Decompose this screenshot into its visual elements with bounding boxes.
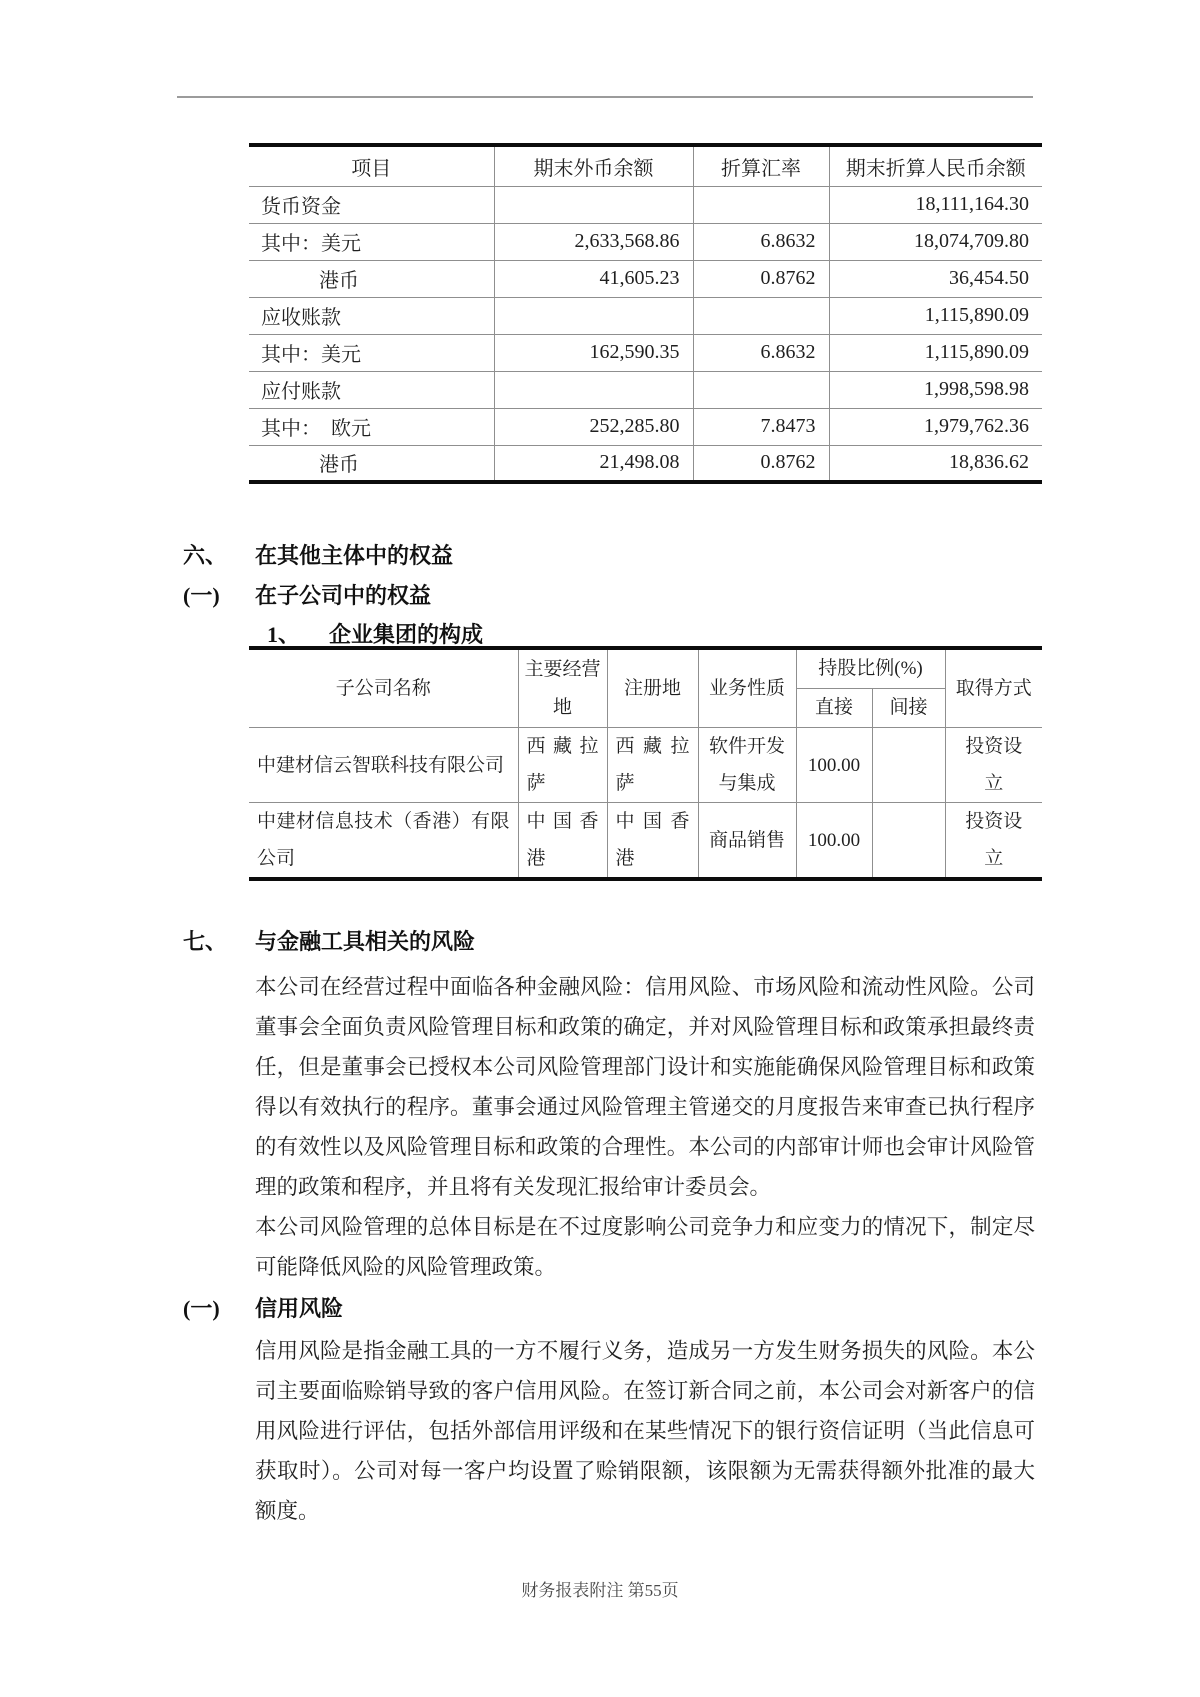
fx-table-row [249, 408, 1042, 445]
fx-cell-rmb-balance: 18,836.62 [829, 445, 1042, 482]
fx-cell-item: 其中： 欧元 [249, 408, 494, 445]
fx-cell-rate: 6.8632 [693, 334, 829, 371]
sub-col-direct: 直接 [796, 689, 872, 728]
section-7-title: 与金融工具相关的风险 [255, 929, 476, 954]
subsidiary-table-row [249, 728, 1042, 803]
sub-col-business: 业务性质 [698, 648, 796, 728]
sub-cell-indirect [872, 803, 945, 880]
sub-cell-direct: 100.00 [796, 728, 872, 803]
sub-cell-indirect [872, 728, 945, 803]
subsidiary-table-row [249, 803, 1042, 880]
subsidiary-table-body [249, 728, 1042, 880]
section-6-1-1-number: 1、 [267, 622, 301, 647]
sub-col-indirect: 间接 [872, 689, 945, 728]
fx-cell-item: 港币 [249, 260, 494, 297]
fx-cell-item: 其中：美元 [249, 334, 494, 371]
fx-table-body [249, 186, 1042, 482]
section-6-1-number: (一) [183, 583, 220, 608]
fx-cell-foreign-balance [494, 297, 693, 334]
page-footer: 财务报表附注 第55页 [521, 1581, 679, 1600]
sub-cell-name: 中建材信息技术（香港）有限公司 [249, 803, 518, 880]
fx-table-row [249, 371, 1042, 408]
section-6-title: 在其他主体中的权益 [255, 543, 454, 568]
fx-table-row [249, 297, 1042, 334]
fx-cell-item: 应收账款 [249, 297, 494, 334]
fx-cell-rmb-balance: 1,115,890.09 [829, 334, 1042, 371]
fx-cell-item: 港币 [249, 445, 494, 482]
section-7-1-heading [183, 1296, 343, 1322]
fx-cell-rate [693, 186, 829, 223]
fx-cell-item: 应付账款 [249, 371, 494, 408]
sub-cell-business: 商品销售 [698, 803, 796, 880]
fx-cell-foreign-balance: 21,498.08 [494, 445, 693, 482]
header-divider [177, 96, 1033, 98]
fx-cell-foreign-balance [494, 186, 693, 223]
sub-col-holding: 持股比例(%) [796, 648, 945, 689]
fx-col-item: 项目 [249, 145, 494, 186]
risk-goal-paragraph: 本公司风险管理的总体目标是在不过度影响公司竞争力和应变力的情况下，制定尽可能降低风险的风险管理政策。 [255, 1215, 1035, 1279]
section-6-1-title: 在子公司中的权益 [255, 583, 432, 608]
fx-cell-foreign-balance [494, 371, 693, 408]
fx-col-rate: 折算汇率 [693, 145, 829, 186]
fx-cell-item: 其中：美元 [249, 223, 494, 260]
section-7-1-number: (一) [183, 1296, 220, 1321]
fx-cell-rate: 0.8762 [693, 445, 829, 482]
sub-cell-direct: 100.00 [796, 803, 872, 880]
fx-table-row [249, 334, 1042, 371]
fx-cell-rate: 6.8632 [693, 223, 829, 260]
sub-cell-method: 投资设立 [945, 728, 1042, 803]
fx-table-row [249, 223, 1042, 260]
fx-cell-item: 货币资金 [249, 186, 494, 223]
sub-col-main-place: 主要经营地 [518, 648, 607, 728]
section-6-1-1-title: 企业集团的构成 [329, 622, 484, 647]
sub-col-reg-place: 注册地 [607, 648, 698, 728]
fx-table-row [249, 445, 1042, 482]
fx-cell-rmb-balance: 1,115,890.09 [829, 297, 1042, 334]
sub-cell-business: 软件开发与集成 [698, 728, 796, 803]
section-6-1-1-heading [267, 622, 483, 648]
section-6-number: 六、 [183, 543, 228, 568]
subsidiary-table [249, 646, 1042, 881]
section-7-1-title: 信用风险 [255, 1296, 344, 1321]
risk-paragraphs [255, 967, 1035, 1287]
risk-overview-paragraph: 本公司在经营过程中面临各种金融风险：信用风险、市场风险和流动性风险。公司董事会全面负责风险管理目标和政策的确定，并对风险管理目标和政策承担最终责任，但是董事会已授权本公司风险管理部门设计和实施能确保风险管理目标和政策得以有效执行的程序。董事会通过风险管理主管递交的月度报告来审查已执行程序的有效性以及风险管理目标和政策的合理性。本公司的内部审计师也会审计风险管理的政策和程序，并且将有关发现汇报给审计委员会。 [255, 975, 1035, 1199]
section-6-1-heading [183, 583, 431, 609]
fx-cell-rate [693, 297, 829, 334]
fx-cell-rmb-balance: 18,074,709.80 [829, 223, 1042, 260]
fx-cell-rmb-balance: 1,979,762.36 [829, 408, 1042, 445]
fx-cell-foreign-balance: 2,633,568.86 [494, 223, 693, 260]
fx-table-row [249, 260, 1042, 297]
sub-cell-method: 投资设立 [945, 803, 1042, 880]
sub-header-row-1 [249, 648, 1042, 689]
sub-cell-main-place: 中国香港 [518, 803, 607, 880]
fx-col-foreign: 期末外币余额 [494, 145, 693, 186]
sub-cell-name: 中建材信云智联科技有限公司 [249, 728, 518, 803]
section-7-heading [183, 929, 475, 955]
sub-col-name: 子公司名称 [249, 648, 518, 728]
fx-cell-rmb-balance: 18,111,164.30 [829, 186, 1042, 223]
fx-cell-rate: 0.8762 [693, 260, 829, 297]
fx-cell-foreign-balance: 41,605.23 [494, 260, 693, 297]
foreign-currency-table [249, 143, 1042, 484]
credit-risk-paragraphs [255, 1331, 1035, 1531]
fx-cell-rate: 7.8473 [693, 408, 829, 445]
credit-risk-paragraph: 信用风险是指金融工具的一方不履行义务，造成另一方发生财务损失的风险。本公司主要面临赊销导致的客户信用风险。在签订新合同之前，本公司会对新客户的信用风险进行评估，包括外部信用评级和在某些情况下的银行资信证明（当此信息可获取时）。公司对每一客户均设置了赊销限额，该限额为无需获得额外批准的最大额度。 [255, 1339, 1035, 1523]
fx-cell-foreign-balance: 162,590.35 [494, 334, 693, 371]
section-6-heading [183, 543, 453, 569]
sub-cell-reg-place: 中国香港 [607, 803, 698, 880]
section-7-number: 七、 [183, 929, 228, 954]
sub-cell-main-place: 西藏拉萨 [518, 728, 607, 803]
fx-table-row [249, 186, 1042, 223]
fx-cell-foreign-balance: 252,285.80 [494, 408, 693, 445]
fx-cell-rate [693, 371, 829, 408]
fx-cell-rmb-balance: 1,998,598.98 [829, 371, 1042, 408]
fx-cell-rmb-balance: 36,454.50 [829, 260, 1042, 297]
sub-col-method: 取得方式 [945, 648, 1042, 728]
fx-header-row [249, 145, 1042, 186]
sub-cell-reg-place: 西藏拉萨 [607, 728, 698, 803]
fx-col-rmb: 期末折算人民币余额 [829, 145, 1042, 186]
